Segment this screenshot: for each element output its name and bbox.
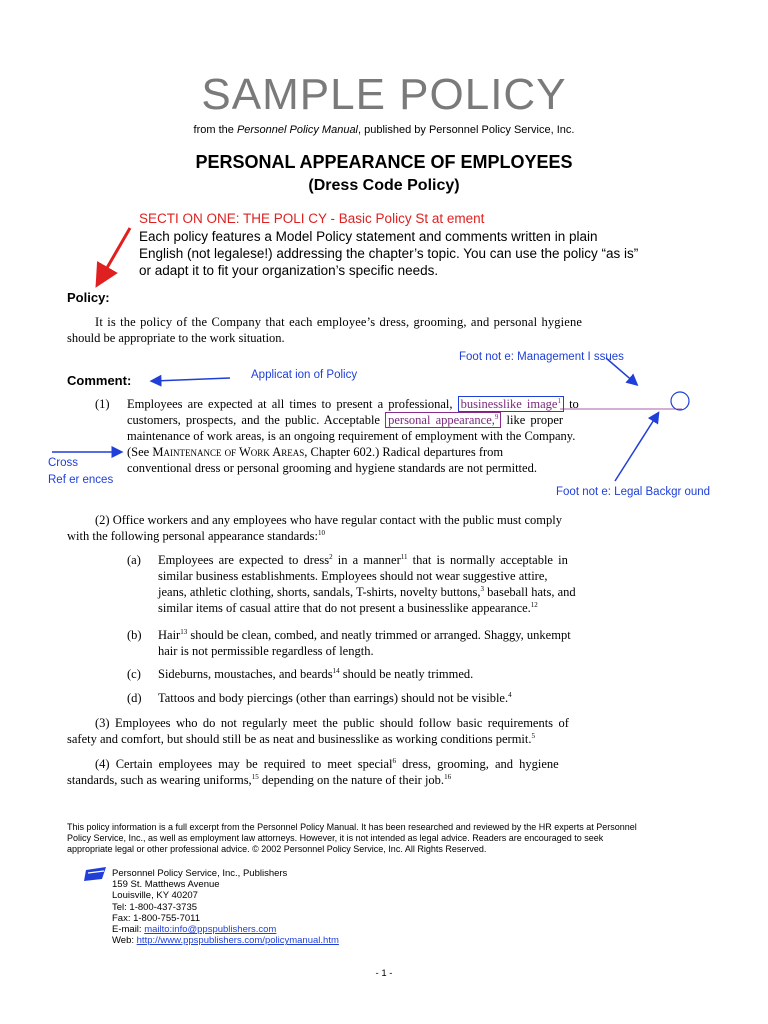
publisher-phone: Tel: 1-800-437-3735 [112, 901, 198, 913]
policy-line: It is the policy of the Company that each employee’s dress, grooming, and personal hygiene [95, 315, 583, 329]
disclaimer [67, 822, 707, 855]
annotation-footnote-legal: Foot not e: Legal Backgr ound [556, 486, 711, 498]
section-line: or adapt it to fit your organization’s specific needs. [139, 263, 439, 278]
section-line: English (not legalese!) addressing the chapter’s topic. You can use the policy “as is” [139, 246, 639, 261]
list-item-number: (c) [127, 667, 141, 681]
businesslike-image-link[interactable]: businesslike image$^1$ [458, 396, 564, 412]
list-item-line: Employees are expected to dress$^2$ in a manner$^{11}$ that is normally acceptable in [158, 552, 568, 567]
page-number: - 1 - [375, 968, 393, 979]
publisher-city: Louisville, KY 40207 [112, 890, 198, 902]
annotation-cross-label: Cross [48, 457, 79, 469]
paragraph-line: with the following personal appearance standards:$^{10}$ [67, 528, 325, 543]
web-link[interactable]: http://www.ppspublishers.com/policymanual.htm [136, 935, 339, 947]
publisher-logo-icon [84, 866, 110, 882]
management-footnote-arrow [606, 358, 635, 383]
paragraph-number: (1) [95, 397, 110, 411]
footnote-1-circle [671, 392, 689, 410]
source-suffix: , published by Personnel Policy Service, Inc. [358, 124, 575, 136]
paragraph-line: conventional dress or personal grooming and hygiene standards are not permitted. [127, 461, 537, 475]
paragraph-line: (See Maintenance of Work Areas, Chapter 602.) Radical departures from [127, 445, 504, 459]
source-manual-name: Personnel Policy Manual [236, 124, 359, 136]
annotation-footnote-management: Foot not e: Management I ssues [459, 351, 624, 363]
list-item-line: jeans, athletic clothing, shorts, sandals, T-shirts, novelty buttons,$^3$ baseball hats, and [158, 584, 576, 599]
document-title: SAMPLE POLICY [201, 70, 567, 119]
policy-heading: PERSONAL APPEARANCE OF EMPLOYEES [195, 152, 573, 172]
section-title: SECTI ON ONE: THE POLI CY - Basic Policy St at ement [139, 211, 485, 226]
list-item-line: similar items of casual attire that do not present a businesslike appearance.$^{12}$ [158, 600, 538, 615]
list-item-line: Tattoos and body piercings (other than earrings) should not be visible.$^4$ [158, 690, 512, 705]
paragraph-line: maintenance of work areas, is an ongoing requirement of employment with the Company. [127, 429, 576, 443]
paragraph-line: (2) Office workers and any employees who have regular contact with the public must comply [95, 513, 562, 527]
publisher-address: 159 St. Matthews Avenue [112, 879, 220, 891]
publisher-info [112, 868, 339, 946]
list-item-line: Hair$^{13}$ should be clean, combed, and neatly trimmed or arranged. Shaggy, unkempt [158, 627, 571, 642]
list-item-line: similar business establishments. Employees should not wear suggestive attire, [158, 569, 548, 583]
section-line: Each policy features a Model Policy statement and comments written in plain [139, 229, 598, 244]
list-item-line: hair is not permissible regardless of length. [158, 644, 374, 658]
paragraph-line: standards, such as wearing uniforms,$^{15}$ depending on the nature of their job.$^{16}$ [67, 772, 452, 787]
policy-label: Policy: [67, 290, 110, 305]
annotation-application: Applicat ion of Policy [251, 369, 358, 381]
comment-label: Comment: [67, 373, 132, 388]
personal-appearance-link[interactable]: personal appearance,$^9$ [385, 412, 501, 428]
paragraph-line: customers, prospects, and the public. Acceptable personal appearance,$^9$ like proper [127, 412, 564, 427]
policy-subheading: (Dress Code Policy) [308, 177, 460, 194]
cross-reference-link[interactable]: Maintenance of Work Areas [152, 445, 305, 459]
publisher-fax: Fax: 1-800-755-7011 [112, 912, 201, 924]
section-arrow [100, 228, 130, 280]
policy-line: should be appropriate to the work situation. [67, 331, 285, 345]
disclaimer-line: Policy Service, Inc., as well as employment law attorneys. However, it is not intended as legal advice. Readers are encouraged to seek [67, 833, 604, 843]
paragraph-line: Employees are expected at all times to present a professional, businesslike image$^1$ to [127, 396, 579, 411]
disclaimer-line: This policy information is a full excerpt from the Personnel Policy Manual. It has been researched and reviewed by the HR experts at Personnel [67, 822, 637, 832]
list-item-number: (a) [127, 553, 141, 567]
publisher-web-row: Web: http://www.ppspublishers.com/policymanual.htm [112, 935, 339, 947]
paragraph-line: (3) Employees who do not regularly meet the public should follow basic requirements of [95, 716, 569, 730]
disclaimer-line: appropriate legal or other professional advice. © 2002 Personnel Policy Service, Inc. All Rights Reserved. [67, 844, 487, 854]
source-prefix: from the [193, 124, 237, 136]
list-item-number: (d) [127, 691, 142, 705]
publisher-name: Personnel Policy Service, Inc., Publishers [112, 868, 288, 879]
application-arrow [154, 378, 230, 381]
list-item-line: Sideburns, moustaches, and beards$^{14}$ should be neatly trimmed. [158, 666, 474, 681]
paragraph-line: (4) Certain employees may be required to meet special$^6$ dress, grooming, and hygiene [95, 756, 559, 771]
annotation-references-label: Ref er ences [48, 474, 114, 486]
email-link[interactable]: mailto:info@ppspublishers.com [144, 924, 277, 936]
publisher-email-row: E-mail: mailto:info@ppspublishers.com [112, 924, 277, 936]
legal-footnote-arrow [615, 415, 657, 481]
paragraph-line: safety and comfort, but should still be as neat and businesslike as working conditions permit.$^5$ [67, 731, 536, 746]
list-item-number: (b) [127, 628, 142, 642]
